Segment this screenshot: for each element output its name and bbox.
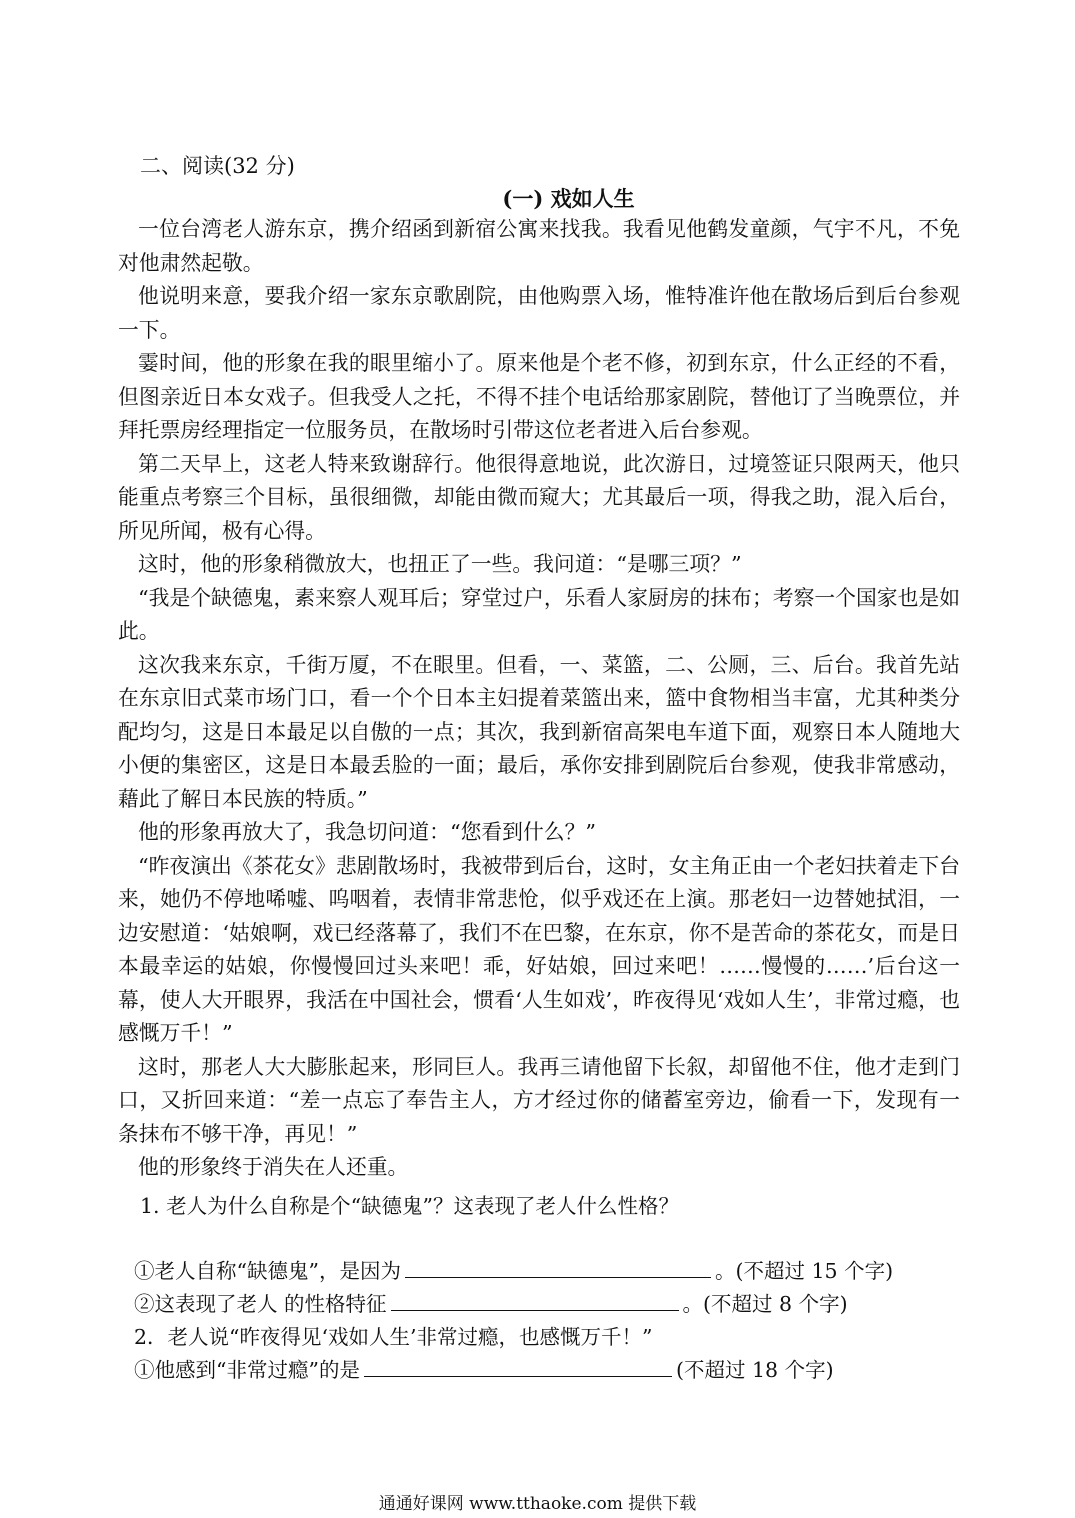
paragraph: 这次我来东京，千街万厦，不在眼里。但看，一、菜篮，二、公厕，三、后台。我首先站在东京旧式菜市场门口，看一个个日本主妇提着菜篮出来，篮中食物相当丰富，尤其种类分配均匀，这是日本最足以自傲的一点；其次，我到新宿高架电车道下面，观察日本人随地大小便的集密区，这是日本最丢脸的一面；最后，承你安排到剧院后台参观，使我非常感动，藉此了解日本民族的特质。” xyxy=(118,652,960,811)
paragraph: 霎时间，他的形象在我的眼里缩小了。原来他是个老不修，初到东京，什么正经的不看，但图亲近日本女戏子。但我受人之托，不得不挂个电话给那家剧院，替他订了当晚票位，并拜托票房经理指定一位服务员，在散场时引带这位老者进入后台参观。 xyxy=(118,351,960,442)
question-1-stem: 1. 老人为什么自称是个“缺德鬼”？这表现了老人什么性格？ xyxy=(140,1194,680,1218)
paragraph: “昨夜演出《茶花女》悲剧散场时，我被带到后台，这时，女主角正由一个老妇扶着走下台来，她仍不停地唏嘘、呜咽着，表情非常悲怆，似乎戏还在上演。那老妇一边替她拭泪，一边安慰道：‘姑娘啊，戏已经落幕了，我们不在巴黎，在东京，你不是苦命的茶花女，而是日本最幸运的姑娘，你慢慢回过头来吧！乖，好姑娘，回过来吧！……慢慢的……’后台这一幕，使人大开眼界，我活在中国社会，惯看‘人生如戏’，昨夜得见‘戏如人生’，非常过瘾，也感慨万千！” xyxy=(118,853,960,1045)
paragraph: 他的形象终于消失在人还重。 xyxy=(138,1155,409,1179)
page-footer: 通通好课网 www.tthaoke.com 提供下载 xyxy=(378,1494,697,1514)
paragraph: 他说明来意，要我介绍一家东京歌剧院，由他购票入场，惟特准许他在散场后到后台参观一下。 xyxy=(118,284,960,342)
question-1-part-1-prefix: ①老人自称“缺德鬼”，是因为 xyxy=(134,1259,401,1283)
section-heading: 二、阅读(32 分) xyxy=(140,154,295,178)
article-title: (一) 戏如人生 xyxy=(502,186,635,211)
question-1-part-1-suffix: 。(不超过 15 个字) xyxy=(714,1259,894,1283)
question-2-stem: 2．老人说“昨夜得见‘戏如人生’非常过瘾，也感慨万千！” xyxy=(134,1325,653,1349)
paragraph: “我是个缺德鬼，素来察人观耳后；穿堂过户，乐看人家厨房的抹布；考察一个国家也是如此。 xyxy=(118,585,960,643)
question-1-part-1 xyxy=(134,1255,893,1287)
question-1-part-2-prefix: ②这表现了老人 的性格特征 xyxy=(134,1292,387,1316)
paragraph: 第二天早上，这老人特来致谢辞行。他很得意地说，此次游日，过境签证只限两天，他只能重点考察三个目标，虽很细微，却能由微而窥大；尤其最后一项，得我之助，混入后台，所见所闻，极有心得。 xyxy=(118,451,960,543)
answer-blank-1[interactable] xyxy=(405,1255,711,1278)
paragraph: 一位台湾老人游东京，携介绍函到新宿公寓来找我。我看见他鹤发童颜，气宇不凡，不免对他肃然起敬。 xyxy=(118,217,960,275)
paragraph: 这时，那老人大大膨胀起来，形同巨人。我再三请他留下长叙，却留他不住，他才走到门口，又折回来道：“差一点忘了奉告主人，方才经过你的储蓄室旁边，偷看一下，发现有一条抹布不够干净，再见！” xyxy=(118,1054,960,1146)
answer-blank-2[interactable] xyxy=(391,1288,679,1311)
paragraph: 他的形象再放大了，我急切问道：“您看到什么？” xyxy=(138,820,596,844)
question-1-part-2 xyxy=(134,1288,848,1320)
answer-blank-3[interactable] xyxy=(364,1354,672,1377)
question-1-part-2-suffix: 。(不超过 8 个字) xyxy=(682,1292,848,1316)
paragraph: 这时，他的形象稍微放大，也扭正了一些。我问道：“是哪三项？” xyxy=(138,552,742,576)
question-2-part-1-suffix: (不超过 18 个字) xyxy=(675,1358,834,1382)
question-2-part-1 xyxy=(134,1354,834,1386)
article-body xyxy=(118,213,960,1185)
question-2-part-1-prefix: ①他感到“非常过瘾”的是 xyxy=(134,1358,360,1382)
